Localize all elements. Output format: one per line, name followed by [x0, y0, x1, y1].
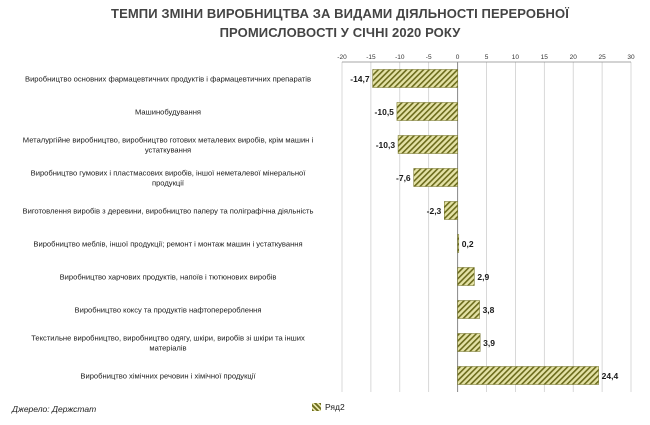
- bar: [458, 301, 480, 319]
- bar: [458, 235, 459, 253]
- x-tick-label: -15: [366, 54, 376, 61]
- category-label: Виробництво коксу та продуктів нафтоперероблення: [74, 305, 262, 315]
- category-label: Виготовлення виробів з деревини, виробництво паперу та поліграфічна діяльність: [22, 206, 314, 216]
- category-label: Виробництво гумових і пластмасових виробів, іншої неметалевої мінеральної продукції: [30, 168, 306, 188]
- x-tick-label: 30: [627, 54, 635, 61]
- x-tick-label: 20: [569, 54, 577, 61]
- category-label: Виробництво меблів, іншої продукції; ремонт і монтаж машин і устаткування: [33, 239, 303, 249]
- category-label: Машинобудування: [134, 107, 202, 117]
- x-tick-label: -10: [395, 54, 405, 61]
- data-label: 24,4: [601, 371, 619, 381]
- x-tick-label: 10: [511, 54, 520, 61]
- data-label: -10,3: [375, 140, 396, 150]
- x-tick-label: -5: [425, 54, 432, 61]
- bar: [398, 136, 458, 154]
- x-tick-label: -20: [337, 54, 347, 61]
- data-label: -2,3: [426, 206, 442, 216]
- legend: [312, 402, 345, 412]
- data-label: -14,7: [350, 74, 370, 84]
- bar: [373, 70, 458, 88]
- legend-label: Ряд2: [325, 402, 345, 412]
- bar: [397, 103, 458, 121]
- data-label: 0,2: [461, 239, 474, 249]
- category-label: Текстильне виробництво, виробництво одягу, шкіри, виробів зі шкіри та інших матеріалів: [31, 333, 305, 353]
- data-label: 2,9: [477, 272, 490, 282]
- data-label: -7,6: [396, 173, 411, 183]
- data-label: 3,8: [482, 305, 495, 315]
- category-label: Металургійне виробництво, виробництво готових металевих виробів, крім машин і устаткування: [22, 135, 314, 155]
- source-note: Джерело: Держстат: [12, 404, 97, 414]
- x-tick-label: 15: [540, 54, 548, 61]
- x-tick-label: 0: [455, 54, 460, 61]
- category-label: Виробництво основних фармацевтичних продуктів і фармацевтичних препаратів: [25, 74, 311, 84]
- legend-swatch: [312, 403, 321, 411]
- data-label: -10,5: [374, 107, 394, 117]
- category-label: Виробництво хімічних речовин і хімічної продукції: [80, 371, 256, 381]
- bar: [458, 367, 599, 385]
- bar: [458, 334, 481, 352]
- bar: [414, 169, 458, 187]
- bar: [444, 202, 457, 220]
- x-tick-label: 25: [598, 54, 606, 61]
- bar: [458, 268, 475, 286]
- x-tick-label: 5: [484, 54, 489, 61]
- chart-title-line-1: ТЕМПИ ЗМІНИ ВИРОБНИЦТВА ЗА ВИДАМИ ДІЯЛЬНОСТІ ПЕРЕРОБНОЇ: [111, 6, 569, 21]
- category-label: Виробництво харчових продуктів, напоїв і тютюнових виробів: [59, 272, 277, 282]
- chart-title-line-2: ПРОМИСЛОВОСТІ У СІЧНІ 2020 РОКУ: [219, 25, 461, 40]
- data-label: 3,9: [483, 338, 495, 348]
